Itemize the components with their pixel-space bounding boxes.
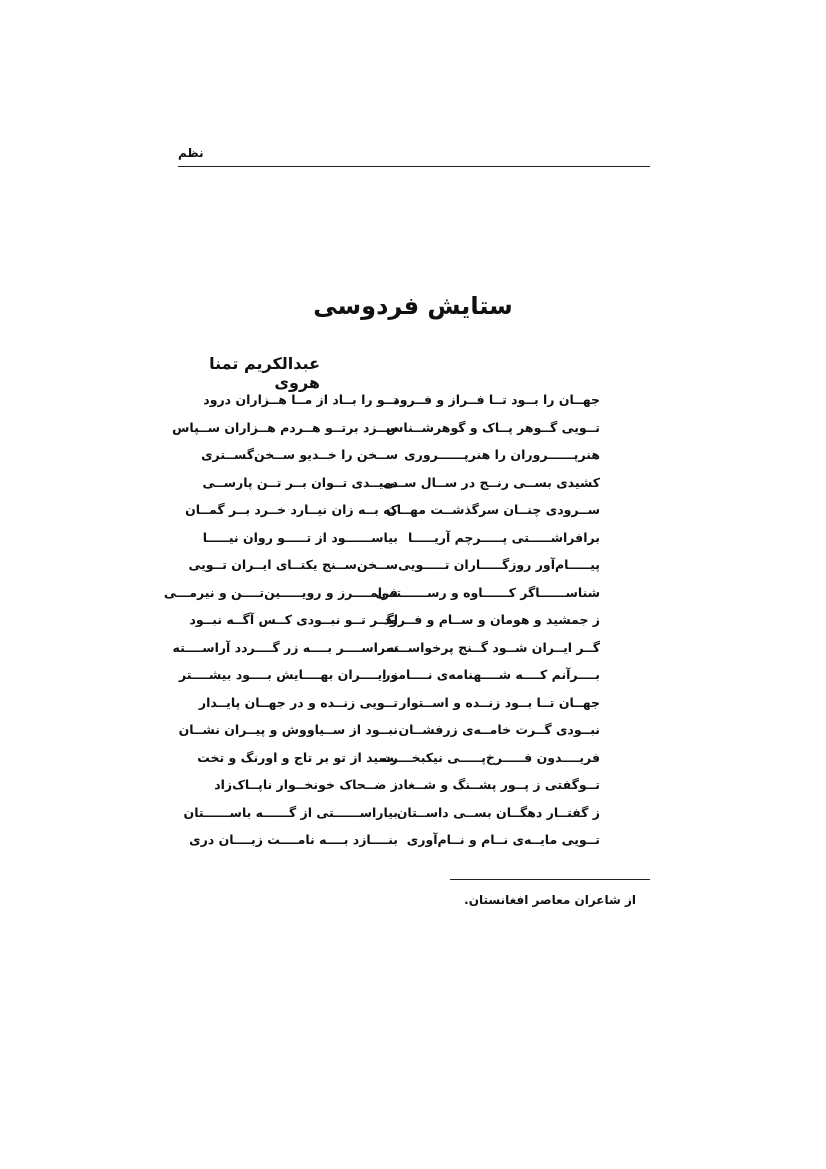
hemistich-second: ســزد برتــو هــردم هــزاران ســپاس: [172, 419, 398, 435]
couplet: [203, 392, 600, 420]
couplet: [183, 804, 600, 833]
hemistich-second: بیاراســــــتی از گــــــه باســــــتان: [183, 804, 398, 820]
hemistich-first: ز گفتــار دهگــان بســی داســتان: [396, 804, 600, 820]
hemistich-second: تــویی زنــده و در جهــان پایــدار: [198, 694, 398, 710]
hemistich-first: گــر ایــران شــود گــنج پرخواســته: [386, 639, 600, 655]
couplet: [197, 749, 600, 778]
couplet: [189, 612, 600, 640]
poem-title: ستایش فردوسی: [313, 292, 513, 320]
couplet: [201, 447, 600, 475]
hemistich-second: بیاســــــود از تـــــو روان نیـــــا: [202, 529, 398, 545]
hemistich-first: جهــان تــا بــود زنــده و اســتوار: [399, 694, 600, 710]
hemistich-second: که بــه زان نیــارد خــرد بــر گمــان: [185, 502, 398, 517]
hemistich-first: فریــــدون فـــــرخ‌پـــــی نیکبخــــت: [381, 749, 600, 765]
hemistich-second: رسید از تو بر تاج و اورنگ و تخت: [197, 749, 398, 765]
couplet: [198, 694, 600, 723]
footnote-text: از شاعران معاصر افغانستان.: [464, 893, 636, 907]
couplet: [189, 832, 600, 860]
hemistich-first: تــویی مایــه‌ی نــام و نــام‌آوری: [406, 832, 600, 847]
hemistich-first: ز جمشید و هومان و ســام و فــرود: [383, 612, 600, 627]
couplet: [214, 777, 600, 805]
couplet: [202, 474, 600, 503]
hemistich-second: ســخن را خــدیو ســخن‌گســتری: [201, 447, 398, 462]
hemistich-first: تــوگفتی ز پــور پشــنگ و شــغاد: [397, 777, 600, 792]
hemistich-first: جهــان را بــود تــا فــراز و فــرود: [393, 392, 600, 407]
hemistich-first: شناســــــاگر کــــــاوه و رســــــتمی: [375, 584, 600, 600]
hemistich-first: کشیدی بســی رنــج در ســال ســی: [382, 474, 600, 490]
poem-author: عبدالکریم تمنا هروی: [209, 354, 320, 392]
hemistich-second: تــو را بــاد از مــا هــزاران درود: [203, 392, 398, 407]
hemistich-first: تــویی گــوهر پــاک و گوهرشــناس: [386, 419, 600, 435]
couplet: [172, 419, 600, 448]
couplet: [178, 722, 600, 750]
hemistich-first: پیـــــام‌آور روزگـــــاران تـــــویی: [398, 557, 600, 572]
couplet: [172, 639, 600, 668]
couplet: [178, 667, 600, 695]
hemistich-second: بنــــازد بــــه نامــــت زبــــان دری: [189, 832, 398, 847]
couplet: [188, 557, 600, 585]
hemistich-second: دمیــدی تــوان بــر تــن پارســی: [202, 474, 398, 490]
hemistich-first: برافراشـــــتی پـــــرچم آریـــــا: [408, 529, 600, 545]
hemistich-first: نبــودی گــرت خامــه‌ی زرفشــان: [398, 722, 600, 737]
hemistich-second: نبــود از ســیاووش و پیــران نشــان: [178, 722, 398, 737]
poem-body: [163, 392, 600, 860]
hemistich-second: فرامــــرز و رویـــــین‌تــــن و نیرمـــی: [163, 584, 398, 600]
running-header: [178, 144, 650, 167]
couplet: [163, 584, 600, 613]
hemistich-second: اگــر تــو نبــودی کــس آگــه نبــود: [189, 612, 398, 627]
hemistich-first: هنرپــــــروران را هنرپــــــروری: [404, 447, 600, 462]
couplet: [185, 502, 600, 530]
hemistich-first: ســرودی چنــان سرگذشــت مهــان: [386, 502, 600, 517]
couplet: [202, 529, 600, 558]
hemistich-second: ز ضــحاک خونخــوار ناپــاک‌زاد: [214, 777, 398, 792]
hemistich-second: ســخن‌ســنج یکتــای ایــران تــویی: [188, 557, 398, 572]
footnote-divider: [450, 879, 650, 880]
hemistich-second: ز ایــــران بهــــایش بــــود بیشــــتر: [178, 667, 398, 682]
hemistich-second: سراســــر بــــه زر گــــردد آراســــته: [172, 639, 398, 655]
hemistich-first: بــــرآنم کــــه شــــهنامه‌ی نــــامور: [383, 667, 600, 682]
section-label: نظم: [178, 146, 204, 160]
